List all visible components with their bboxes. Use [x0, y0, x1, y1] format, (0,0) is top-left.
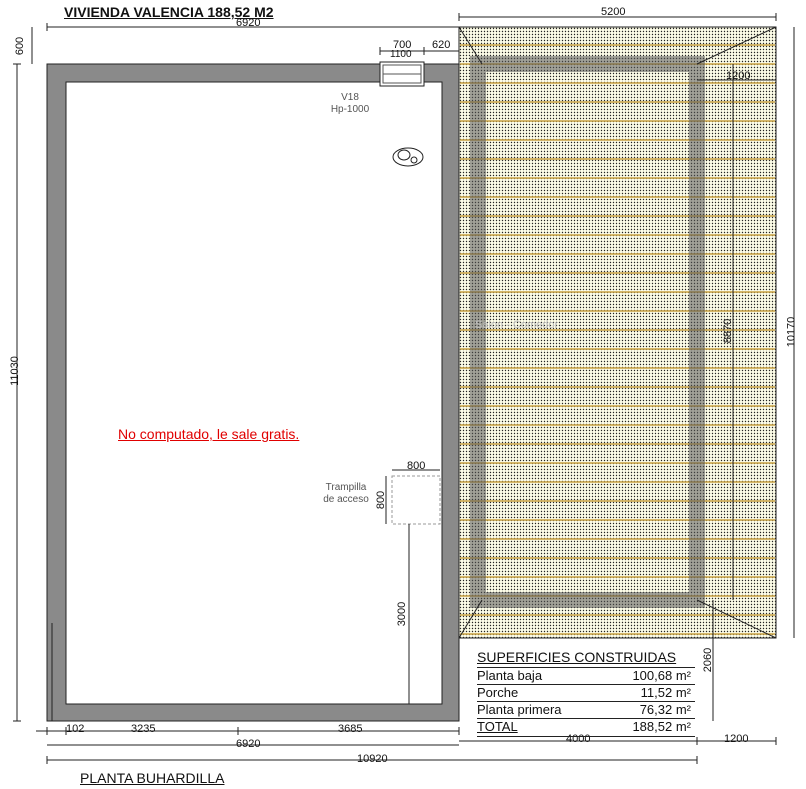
dim-bottom-3685: 3685 — [338, 723, 363, 735]
areas-total-row — [477, 718, 695, 737]
dim-bottom-102: 102 — [66, 723, 85, 735]
window-type: Hp-1000 — [330, 104, 370, 115]
areas-row-label: TOTAL — [477, 719, 518, 734]
dim-hatch-height: 800 — [375, 490, 388, 510]
dim-top-offset: 600 — [14, 36, 27, 56]
dim-bottom-1200: 1200 — [724, 733, 749, 745]
dim-bottom-10920: 10920 — [357, 753, 388, 765]
dim-window-1100: 1100 — [390, 49, 412, 60]
dim-left-height: 11030 — [8, 356, 21, 386]
areas-row — [477, 701, 695, 719]
dim-hatch-offset: 3000 — [396, 601, 409, 627]
dim-roof-width: 5200 — [601, 6, 626, 18]
areas-row — [477, 684, 695, 702]
page-title: VIVIENDA VALENCIA 188,52 M2 — [64, 4, 274, 20]
attic-inner-floor — [66, 82, 442, 704]
dim-window-700: 700 — [393, 39, 412, 51]
areas-row-value: 188,52 m² — [632, 719, 691, 734]
floor-name: PLANTA BUHARDILLA — [80, 770, 225, 786]
dim-roof-height: 10170 — [785, 316, 798, 348]
dim-roof-inner: 1200 — [726, 70, 751, 82]
notice-text: No computado, le sale gratis. — [118, 426, 300, 442]
hatch-line1: Trampilla — [325, 482, 367, 493]
dim-bottom-3235: 3235 — [131, 723, 156, 735]
dim-bottom-6920: 6920 — [236, 738, 261, 750]
skylight-window — [380, 62, 424, 86]
hatch-label — [317, 482, 375, 506]
areas-row-value: 11,52 m² — [640, 685, 691, 700]
areas-row-value: 76,32 m² — [639, 702, 691, 717]
areas-row-label: Planta primera — [477, 702, 562, 717]
areas-row-label: Planta baja — [477, 668, 543, 683]
room-label: Salon - Comedor — [475, 319, 559, 331]
areas-row — [477, 667, 695, 685]
hatch-line2: de acceso — [323, 494, 369, 505]
dim-window-620: 620 — [432, 39, 451, 51]
areas-title: SUPERFICIES CONSTRUIDAS — [477, 649, 677, 665]
areas-row-label: Porche — [477, 685, 519, 700]
areas-row-value: 100,68 m² — [632, 668, 691, 683]
dim-roof-inner-height: 8870 — [722, 318, 735, 344]
dim-bottom-4000: 4000 — [566, 733, 591, 745]
dim-hatch-width: 800 — [407, 460, 426, 472]
areas-table — [477, 649, 695, 735]
dim-side-2060: 2060 — [702, 647, 715, 673]
window-code: V18 — [341, 92, 359, 103]
window-label — [320, 92, 380, 116]
dim-top-total: 6920 — [236, 17, 261, 29]
